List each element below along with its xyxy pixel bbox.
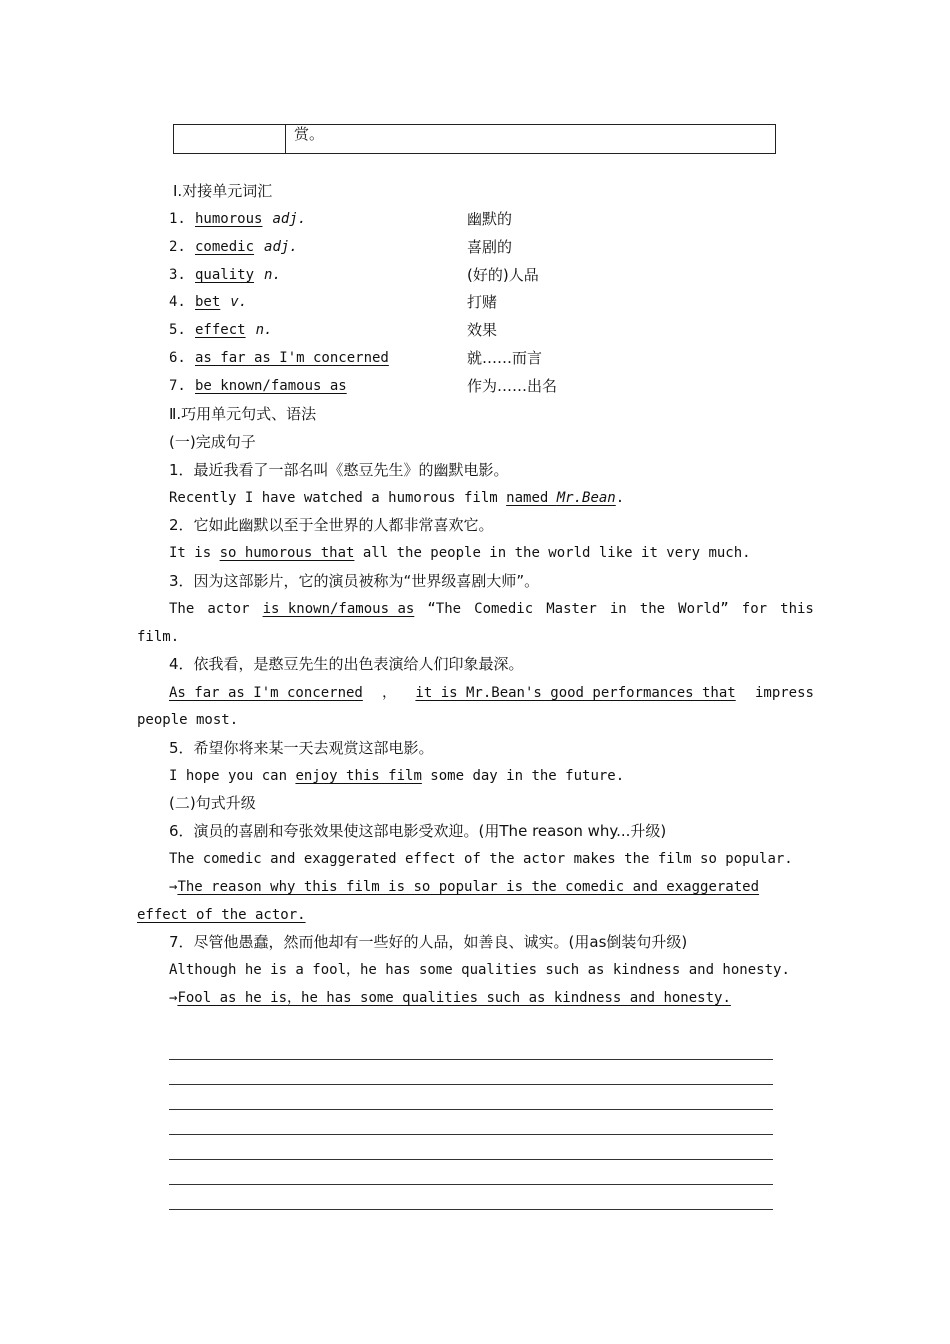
vocab-item [169,348,669,368]
vocab-item [169,237,669,257]
answer-blank: As far as I'm concerned [169,685,363,701]
writing-line [169,1184,773,1185]
vocab-number: 3. [169,267,186,283]
sentence-6-answer-continuation: effect of the actor. [137,907,306,923]
sentence-1-chinese: 1．最近我看了一部名叫《憨豆先生》的幽默电影。 [169,461,509,479]
vocab-word: quality [195,267,255,283]
answer-blank: so humorous that [219,545,355,561]
sentence-2-english: It is so humorous that all the people in the world like it very much. [169,545,751,561]
vocab-number: 2. [169,239,186,255]
vocab-meaning: 作为……出名 [467,377,558,395]
sentence-5-english: I hope you can enjoy this film some day in the future. [169,768,625,784]
arrow-icon: → [169,990,178,1006]
vocab-number: 6. [169,350,186,366]
sentence-7-english: Although he is a fool，he has some qualities such as kindness and honesty. [169,962,790,978]
answer-blank: enjoy this film [295,768,422,784]
answer-blank: named Mr.Bean [506,490,616,506]
sentence-4-english: As far as I'm concerned ， it is Mr.Bean's good performances that impress [169,685,814,701]
vocab-meaning: (好的)人品 [467,266,539,284]
sentence-7-answer [169,988,731,1008]
subsection-complete-sentences: (一)完成句子 [169,433,256,451]
vocab-word: be known/famous as [195,378,347,394]
vocab-pos: n. [255,322,273,338]
vocab-number: 5. [169,322,186,338]
subsection-sentence-upgrade: (二)句式升级 [169,794,256,812]
table-cell-right: 赏。 [294,125,325,143]
vocab-pos: adj. [264,239,298,255]
vocab-item [169,320,669,340]
section2-heading: Ⅱ.巧用单元句式、语法 [169,405,317,423]
vocab-number: 4. [169,294,186,310]
vocab-pos: n. [264,267,281,283]
writing-line [169,1209,773,1210]
vocab-item [169,265,669,285]
vocab-meaning: 幽默的 [467,210,513,228]
sentence-3-chinese: 3．因为这部影片，它的演员被称为“世界级喜剧大师”。 [169,572,540,590]
vocab-word: as far as I'm concerned [195,350,389,366]
sentence-5-chinese: 5．希望你将来某一天去观赏这部电影。 [169,739,434,757]
sentence-6-chinese: 6．演员的喜剧和夸张效果使这部电影受欢迎。(用The reason why...升级) [169,822,667,840]
vocab-word: effect [195,322,246,338]
writing-line [169,1059,773,1060]
vocab-word: humorous [195,211,263,227]
sentence-4-continuation: people most. [137,712,239,728]
vocab-meaning: 效果 [467,321,498,339]
vocab-item [169,209,669,229]
arrow-icon: → [169,879,178,895]
vocab-number: 1. [169,211,186,227]
vocab-word: bet [195,294,221,310]
sentence-6-answer [169,877,759,897]
writing-line [169,1134,773,1135]
sentence-3-english: The actor is known/famous as “The Comedic Master in the World” for this [169,601,814,617]
vocab-number: 7. [169,378,186,394]
sentence-1-english: Recently I have watched a humorous film named Mr.Bean. [169,490,625,506]
sentence-2-chinese: 2．它如此幽默以至于全世界的人都非常喜欢它。 [169,516,494,534]
writing-line [169,1109,773,1110]
vocab-meaning: 就……而言 [467,349,543,367]
top-table [173,124,776,154]
vocab-item [169,292,669,312]
vocab-word: comedic [195,239,255,255]
answer-blank: is known/famous as [262,601,415,617]
sentence-7-chinese: 7．尽管他愚蠢，然而他却有一些好的人品，如善良、诚实。(用as倒装句升级) [169,933,688,951]
vocab-item [169,376,669,396]
answer-blank: it is Mr.Bean's good performances that [415,685,736,701]
sentence-6-english: The comedic and exaggerated effect of the actor makes the film so popular. [169,851,793,867]
answer-blank: The reason why this film is so popular is the comedic and exaggerated [177,879,760,895]
sentence-3-continuation: film. [137,629,180,645]
vocab-meaning: 打赌 [467,293,498,311]
sentence-4-chinese: 4．依我看，是憨豆先生的出色表演给人们印象最深。 [169,655,524,673]
vocab-pos: adj. [272,211,307,227]
vocab-pos: v. [230,294,248,310]
vocab-meaning: 喜剧的 [467,238,513,256]
table-divider [285,125,286,153]
answer-blank: Fool as he is，he has some qualities such as kindness and honesty. [177,990,731,1006]
writing-line [169,1084,773,1085]
section1-heading: Ⅰ.对接单元词汇 [173,182,273,200]
writing-line [169,1159,773,1160]
